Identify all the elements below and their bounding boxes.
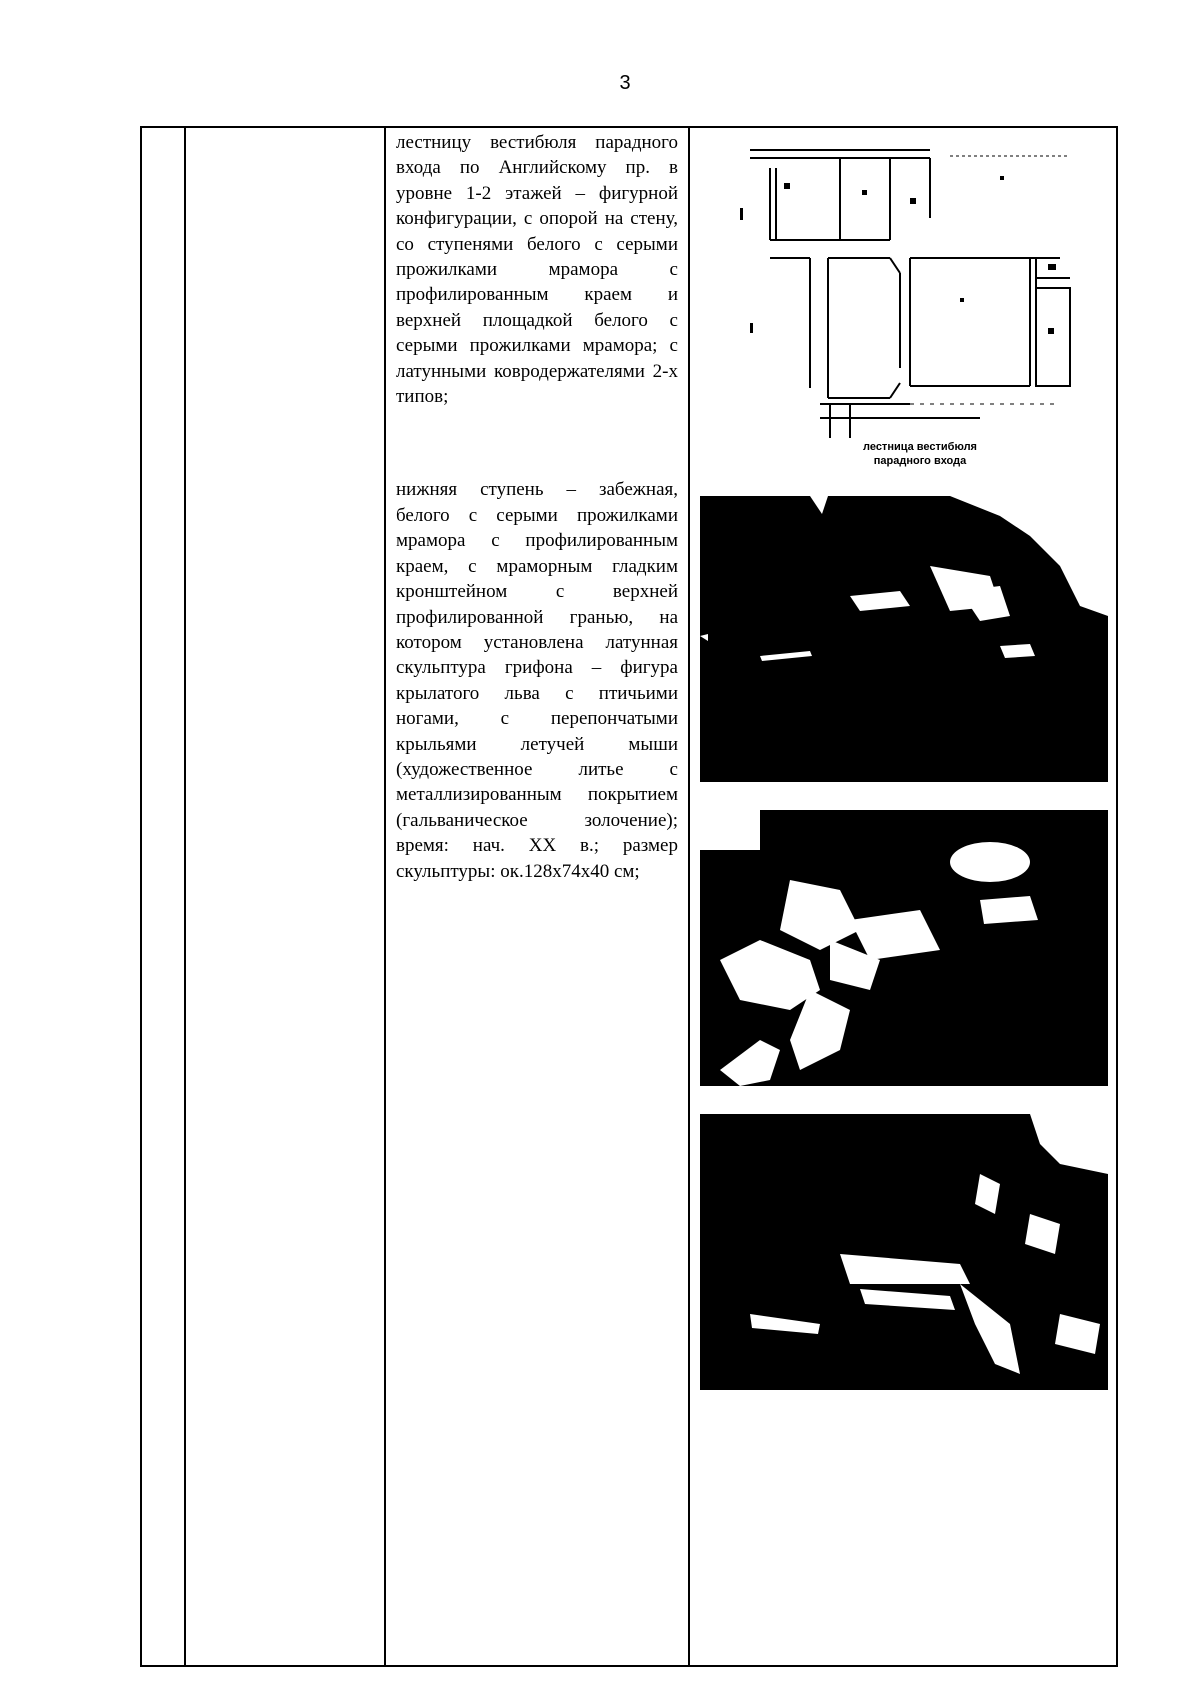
staircase-photo-2 (700, 1114, 1108, 1390)
floor-plan-caption-line2: парадного входа (873, 455, 967, 467)
images-cell (689, 127, 1117, 1666)
name-cell (185, 127, 385, 1666)
staircase-photo-1 (700, 496, 1108, 782)
griffin-photo-image (700, 810, 1108, 1086)
description-text-staircase: лестницу вестибюля парадного входа по Английскому пр. в уровне 1-2 этажей – фигурной конфигурации, с опорой на стену, со ступенями белого с серыми прожилками мрамора с профилированным краем и верхней площадкой белого с серыми прожилками мрамора; с латунными ковродержателями 2-х типов; (396, 132, 678, 408)
number-cell (141, 127, 185, 1666)
table-row (141, 127, 1117, 1666)
staircase-photo-2-image (700, 1114, 1108, 1390)
staircase-photo-1-image (700, 496, 1108, 782)
description-text-griffin: нижняя ступень – забежная, белого с серыми прожилками мрамора с профилированным краем, с мраморным гладким кронштейном с верхней профилированной гранью, на котором установлена латунная скульптура грифона – фигура крылатого льва с птичьими ногами, с перепончатыми крыльями летучей мыши (художественное литье с металлизированным покрытием (гальваническое золочение); время: нач. XX в.; размер скульптуры: ок.128х74х40 см; (396, 479, 678, 882)
object-register-table (140, 126, 1118, 1667)
description-cell (385, 127, 689, 1666)
floor-plan-drawing (730, 128, 1090, 478)
griffin-photo (700, 810, 1108, 1086)
page-number: 3 (619, 72, 631, 94)
floor-plan-caption-line1: лестница вестибюля (863, 441, 977, 453)
floor-plan-caption (810, 440, 1030, 468)
floor-plan-image (730, 128, 1090, 478)
